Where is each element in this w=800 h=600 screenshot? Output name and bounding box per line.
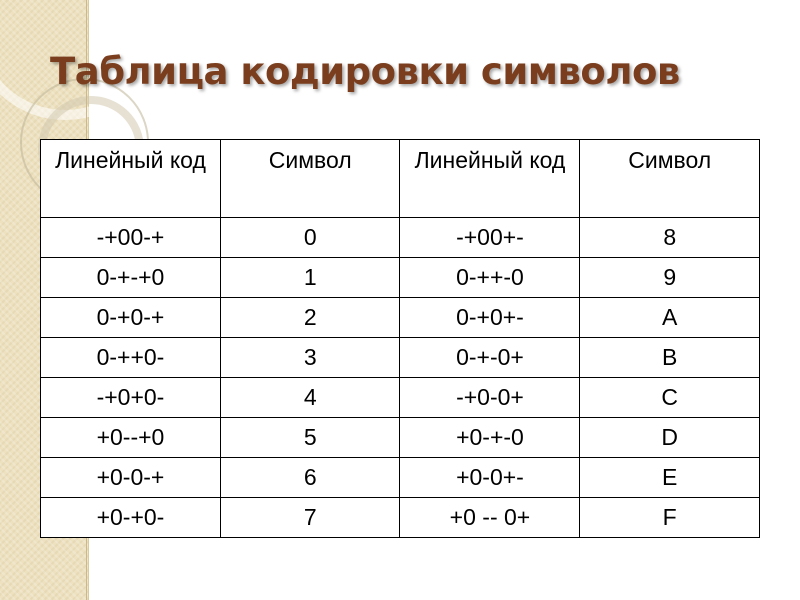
symbol-cell: D	[580, 418, 760, 458]
line-code-cell: +0-0-+	[41, 458, 221, 498]
table-row	[41, 218, 760, 258]
table-row	[41, 298, 760, 338]
line-code-cell: -+00+-	[400, 218, 580, 258]
line-code-cell: 0-++-0	[400, 258, 580, 298]
table-row	[41, 338, 760, 378]
line-code-cell: 0-++0-	[41, 338, 221, 378]
symbol-cell: A	[580, 298, 760, 338]
symbol-cell: 2	[220, 298, 400, 338]
symbol-cell: F	[580, 498, 760, 538]
symbol-cell: C	[580, 378, 760, 418]
line-code-cell: +0-0+-	[400, 458, 580, 498]
symbol-cell: E	[580, 458, 760, 498]
column-header-line-code: Линейный код	[400, 140, 580, 218]
table-row	[41, 378, 760, 418]
line-code-cell: -+00-+	[41, 218, 221, 258]
line-code-cell: +0--+0	[41, 418, 221, 458]
line-code-cell: +0-+-0	[400, 418, 580, 458]
table-row	[41, 258, 760, 298]
slide-title: Таблица кодировки символов	[50, 50, 680, 93]
symbol-cell: B	[580, 338, 760, 378]
symbol-cell: 7	[220, 498, 400, 538]
line-code-cell: 0-+-+0	[41, 258, 221, 298]
line-code-cell: +0 -- 0+	[400, 498, 580, 538]
column-header-symbol: Символ	[580, 140, 760, 218]
line-code-cell: 0-+-0+	[400, 338, 580, 378]
line-code-cell: +0-+0-	[41, 498, 221, 538]
table-row	[41, 418, 760, 458]
symbol-cell: 4	[220, 378, 400, 418]
symbol-cell: 0	[220, 218, 400, 258]
line-code-cell: 0-+0+-	[400, 298, 580, 338]
line-code-cell: -+0+0-	[41, 378, 221, 418]
line-code-cell: 0-+0-+	[41, 298, 221, 338]
symbol-cell: 6	[220, 458, 400, 498]
symbol-cell: 5	[220, 418, 400, 458]
symbol-cell: 8	[580, 218, 760, 258]
table-header-row	[41, 140, 760, 218]
column-header-line-code: Линейный код	[41, 140, 221, 218]
symbol-cell: 1	[220, 258, 400, 298]
symbol-cell: 9	[580, 258, 760, 298]
encoding-table	[40, 139, 760, 538]
line-code-cell: -+0-0+	[400, 378, 580, 418]
table-row	[41, 498, 760, 538]
symbol-cell: 3	[220, 338, 400, 378]
table-row	[41, 458, 760, 498]
column-header-symbol: Символ	[220, 140, 400, 218]
